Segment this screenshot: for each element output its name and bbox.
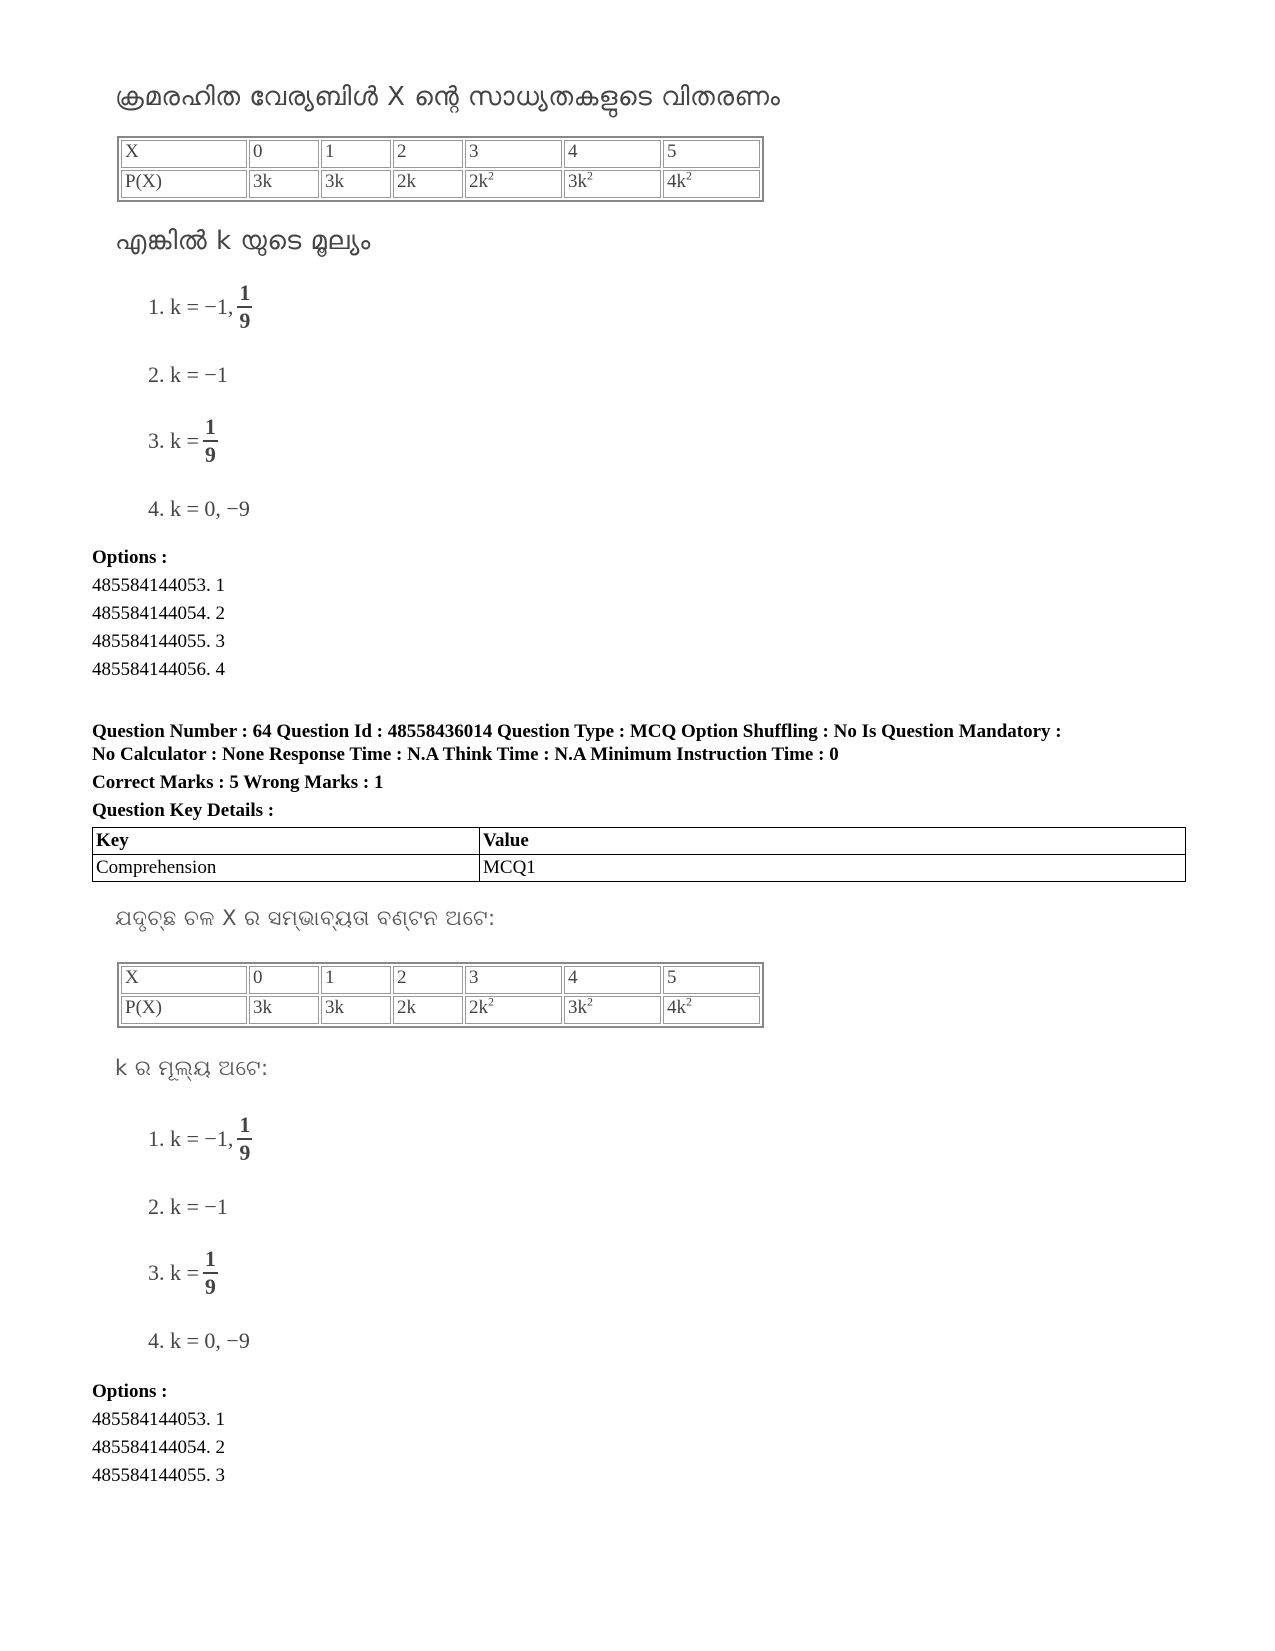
q63-choice-4: 4. k = 0, −9 xyxy=(148,496,250,521)
table-row xyxy=(93,828,1186,855)
q63-distribution-table xyxy=(117,136,764,202)
q64-choice-1: 1. k = −1, $\frac{1}{9}$ xyxy=(148,1112,251,1165)
fraction: $\frac{1}{9}$ xyxy=(239,280,251,333)
q64-heading: ଯଦୃଚ୍ଛ ଚଳ X ର ସମ୍ଭାବ୍ୟତା ବଣ୍ଟନ ଅଟେ: xyxy=(115,906,496,930)
p-label-cell: P(X) xyxy=(121,170,247,198)
fraction: $\frac{1}{9}$ xyxy=(204,414,216,467)
q64-question: k ର ମୂଲ୍ୟ ଅଟେ: xyxy=(115,1056,269,1080)
q64-key-details-label: Question Key Details : xyxy=(92,800,275,821)
table-row: X 0 1 2 3 4 5 xyxy=(121,140,760,168)
q64-marks: Correct Marks : 5 Wrong Marks : 1 xyxy=(92,772,384,793)
q63-choice-1: 1. k = −1, $\frac{1}{9}$ xyxy=(148,280,251,333)
table-row: P(X) 3k 3k 2k $2k^2$ $3k^2$ $4k^2$ xyxy=(121,170,760,198)
table-row: P(X) 3k 3k 2k $2k^2$ $3k^2$ $4k^2$ xyxy=(121,996,760,1024)
table-row xyxy=(93,855,1186,882)
q64-choice-2: 2. k = −1 xyxy=(148,1194,228,1219)
table-row: X 0 1 2 3 4 5 xyxy=(121,966,760,994)
p-label-cell: P(X) xyxy=(121,996,247,1024)
value-cell: MCQ1 xyxy=(480,855,1186,882)
q64-meta-line-1: Question Number : 64 Question Id : 48558436014 Question Type : MCQ Option Shuffling : No Is Question Mandatory : xyxy=(92,721,1062,742)
option-id: 485584144055. 3 xyxy=(92,1465,225,1486)
q63-question: എങ്കിൽ k യുടെ മൂല്യം xyxy=(115,226,371,256)
option-id: 485584144054. 2 xyxy=(92,603,225,624)
q63-choice-3: 3. k = $\frac{1}{9}$ xyxy=(148,414,216,467)
value-header: Value xyxy=(480,828,1186,855)
option-id: 485584144056. 4 xyxy=(92,659,225,680)
q64-key-table xyxy=(92,827,1186,882)
q63-heading: ക്രമരഹിത വേര്യബിൾ X ന്റെ സാധ്യതകളുടെ വിതരണം xyxy=(115,82,781,112)
option-id: 485584144054. 2 xyxy=(92,1437,225,1458)
q64-distribution-table xyxy=(117,962,764,1028)
x-label-cell: X xyxy=(121,966,247,994)
q64-choice-4: 4. k = 0, −9 xyxy=(148,1328,250,1353)
key-cell: Comprehension xyxy=(93,855,480,882)
q64-options-label: Options : xyxy=(92,1381,168,1402)
option-id: 485584144055. 3 xyxy=(92,631,225,652)
q64-choice-3: 3. k = $\frac{1}{9}$ xyxy=(148,1246,216,1299)
option-id: 485584144053. 1 xyxy=(92,1409,225,1430)
q64-meta-line-2: No Calculator : None Response Time : N.A Think Time : N.A Minimum Instruction Time : 0 xyxy=(92,744,839,765)
option-id: 485584144053. 1 xyxy=(92,575,225,596)
fraction: $\frac{1}{9}$ xyxy=(239,1112,251,1165)
key-header: Key xyxy=(93,828,480,855)
q63-choice-2: 2. k = −1 xyxy=(148,362,228,387)
fraction: $\frac{1}{9}$ xyxy=(204,1246,216,1299)
x-label-cell: X xyxy=(121,140,247,168)
q63-options-label: Options : xyxy=(92,547,168,568)
